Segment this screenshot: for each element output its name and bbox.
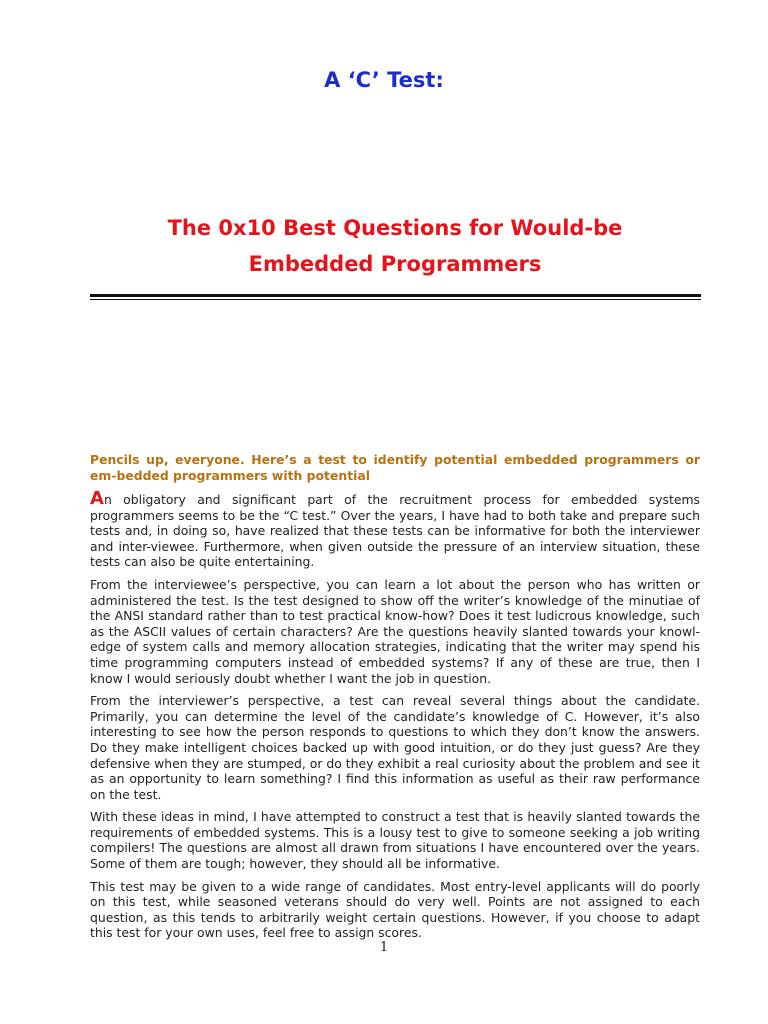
article-title	[90, 210, 700, 282]
drop-cap: A	[90, 488, 104, 509]
document-heading: A ‘C’ Test:	[324, 68, 444, 92]
article-body	[90, 452, 700, 948]
page-number: 1	[379, 940, 389, 955]
article-title-line-1: The 0x10 Best Questions for Would-be	[167, 216, 623, 240]
paragraph-1	[90, 488, 700, 570]
paragraph-3: From the interviewer’s perspective, a test can reveal several things about the candidate. Primarily, you can determine the level of the candidate’s knowledge of C. However, it’s also interesting to see how the person responds to questions to which they don’t know the answers. Do they make intelligent choices backed up with good intuition, or do they just guess? Are they defensive when they are stumped, or do they exhibit a real curiosity about the problem and see it as an opportunity to learn something? I find this information as useful as their raw performance on the test.	[90, 693, 700, 802]
paragraph-5: This test may be given to a wide range of candidates. Most entry-level applicants will do poorly on this test, while seasoned veterans should do very well. Points are not assigned to each question, as this tends to arbitrarily weight certain questions. However, if you choose to adapt this test for your own uses, feel free to assign scores.	[90, 878, 700, 941]
article-title-line-2: Embedded Programmers	[248, 252, 542, 276]
intro-deck: Pencils up, everyone. Here’s a test to identify potential embedded programmers or em-bedded programmers with potential	[90, 452, 700, 483]
title-divider-thin	[90, 299, 701, 300]
title-divider-thick	[90, 294, 701, 297]
paragraph-2: From the interviewee’s perspective, you can learn a lot about the person who has written or administered the test. Is the test designed to show off the writer’s knowledge of the minutiae of the ANSI standard rather than to test practical know-how? Does it test ludicrous knowledge, such as the ASCII values of certain characters? Are the questions heavily slanted towards your knowl-edge of system calls and memory allocation strategies, indicating that the writer may spend his time programming computers instead of embedded systems? If any of these are true, then I know I would seriously doubt whether I want the job in question.	[90, 576, 700, 686]
paragraph-1-text: n obligatory and significant part of the recruitment process for embedded systems programmers seems to be the “C test.” Over the years, I have had to both take and prepare such tests and, in doing so, have realized that these tests can be informative for both the interviewer and inter-viewee. Furthermore, when given outside the pressure of an interview situation, these tests can also be quite entertaining.	[90, 492, 700, 570]
paragraph-4: With these ideas in mind, I have attempted to construct a test that is heavily slanted towards the requirements of embedded systems. This is a lousy test to give to someone seeking a job writing compilers! The questions are almost all drawn from situations I have encountered over the years. Some of them are tough; however, they should all be informative.	[90, 809, 700, 872]
